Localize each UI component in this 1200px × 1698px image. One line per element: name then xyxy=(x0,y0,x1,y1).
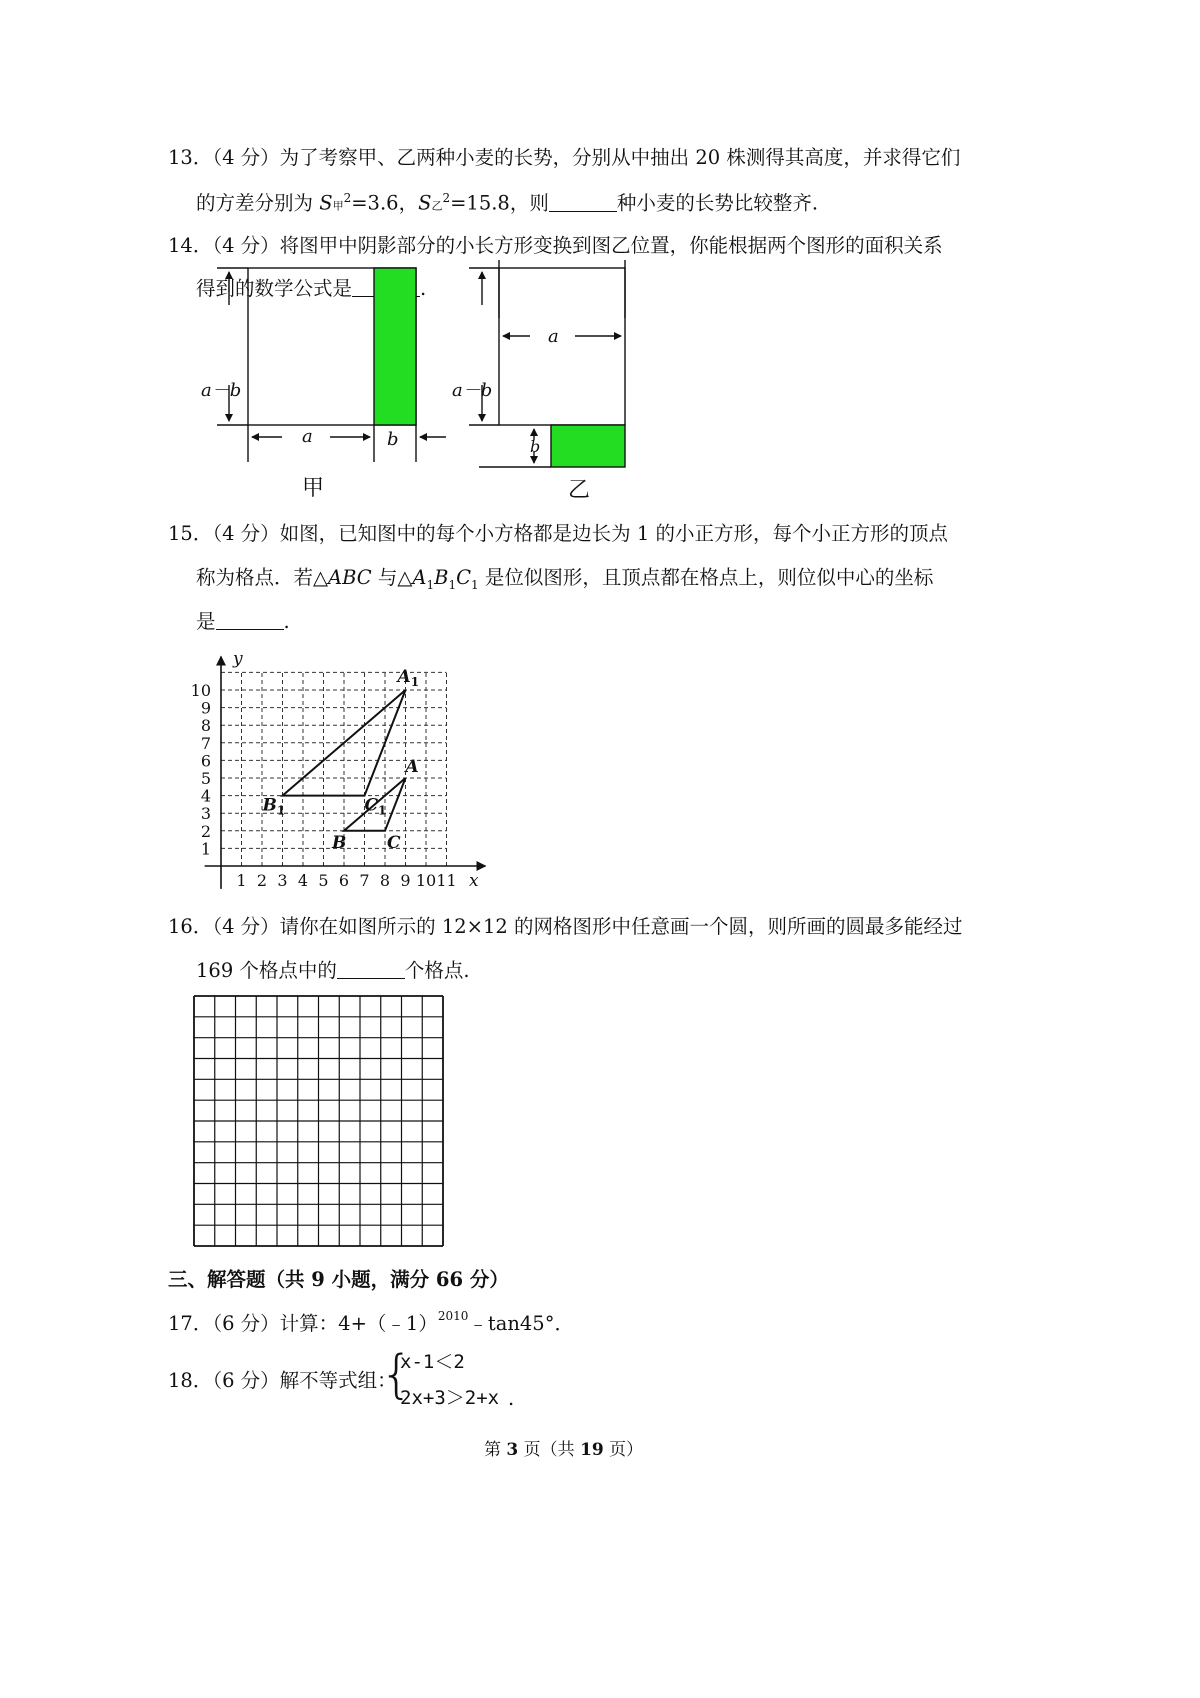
label-a-yi: a xyxy=(548,326,559,347)
point-label-c1: $C_1$ xyxy=(364,795,387,818)
inequality-1: x-1＜2 xyxy=(400,1351,465,1373)
q15-line3: 是 . xyxy=(196,610,290,633)
q18-label: 18．（6 分）解不等式组： xyxy=(168,1369,397,1392)
x-tick-label: 1 xyxy=(236,871,247,890)
section-3-heading: 三、解答题（共 9 小题，满分 66 分） xyxy=(168,1268,509,1291)
caption-yi: 乙 xyxy=(568,478,591,503)
x-tick-label: 6 xyxy=(338,871,350,890)
brace-icon: { xyxy=(380,1345,414,1405)
point-label-b1: $B_1$ xyxy=(262,795,286,818)
q15-line1: 15．（4 分）如图，已知图中的每个小方格都是边长为 1 的小正方形，每个小正方形的顶点 xyxy=(168,522,948,545)
q15-line2: 称为格点．若△ABC 与$\triangle A_1B_1C_1$ 是位似图形，且顶点都在格点上，则位似中心的坐标 xyxy=(196,566,934,592)
y-tick-label: 9 xyxy=(200,698,211,718)
x-tick-label: 8 xyxy=(379,871,391,890)
variance-symbol-yi: S xyxy=(418,191,432,215)
label-a-jia: a xyxy=(302,426,313,447)
q13-line1: 13．（4 分）为了考察甲、乙两种小麦的长势，分别从中抽出 20 株测得其高度，并求得它们 xyxy=(168,146,961,169)
x-tick-label: 3 xyxy=(277,871,288,890)
x-tick-label: 9 xyxy=(400,871,411,890)
x-tick-label: 2 xyxy=(256,871,268,890)
y-axis-label: y xyxy=(233,649,243,670)
point-label-c: C xyxy=(387,832,401,853)
point-label-a: A xyxy=(405,757,419,777)
y-tick-label: 4 xyxy=(200,786,211,806)
inequality-2: 2x+3＞2+x xyxy=(400,1387,500,1409)
x-tick-label: 10 xyxy=(415,871,437,890)
y-tick-label: 10 xyxy=(190,681,211,700)
y-tick-label: 8 xyxy=(200,716,211,736)
page-footer: 第 3 页（共 19 页） xyxy=(484,1440,644,1460)
q14-line2: 得到的数学公式是 . xyxy=(196,277,427,300)
page-number: 3 xyxy=(506,1440,519,1460)
point-label-b: B xyxy=(332,832,347,853)
q16-line1: 16．（4 分）请你在如图所示的 12×12 的网格图形中任意画一个圆，则所画的圆最多能经过 xyxy=(168,915,963,938)
page-total: 19 xyxy=(580,1440,604,1460)
caption-jia: 甲 xyxy=(302,476,325,501)
label-a-minus-b-jia: a－b xyxy=(201,380,242,401)
y-tick-label: 6 xyxy=(200,751,211,771)
label-a-minus-b-yi: a－b xyxy=(452,380,493,401)
point-label-a1: $A_1$ xyxy=(397,667,420,689)
y-tick-label: 7 xyxy=(200,733,211,753)
x-tick-label: 11 xyxy=(436,871,457,890)
q17: 17．（6 分）计算：4+（﹣1）$^{2010}$﹣tan45°． xyxy=(168,1309,574,1335)
x-axis-label: x xyxy=(469,871,479,891)
y-tick-label: 1 xyxy=(200,839,211,859)
label-b-jia: b xyxy=(387,429,399,450)
variance-symbol-jia: S xyxy=(319,191,333,215)
x-tick-label: 7 xyxy=(359,871,370,890)
q13-line2: 的方差分别为 S甲$^2$=3.6，S乙$^2$=15.8，则 种小麦的长势比较整齐. xyxy=(196,191,819,215)
y-tick-label: 2 xyxy=(200,821,211,841)
x-tick-label: 5 xyxy=(318,871,329,890)
q14-line1: 14．（4 分）将图甲中阴影部分的小长方形变换到图乙位置，你能根据两个图形的面积关系 xyxy=(168,234,943,257)
q16-line2: 169 个格点中的 个格点. xyxy=(196,959,470,982)
label-b-yi: b xyxy=(530,437,541,456)
q18-end: . xyxy=(508,1387,515,1410)
x-tick-label: 4 xyxy=(297,871,309,890)
y-tick-label: 5 xyxy=(200,769,211,788)
y-tick-label: 3 xyxy=(200,804,211,824)
